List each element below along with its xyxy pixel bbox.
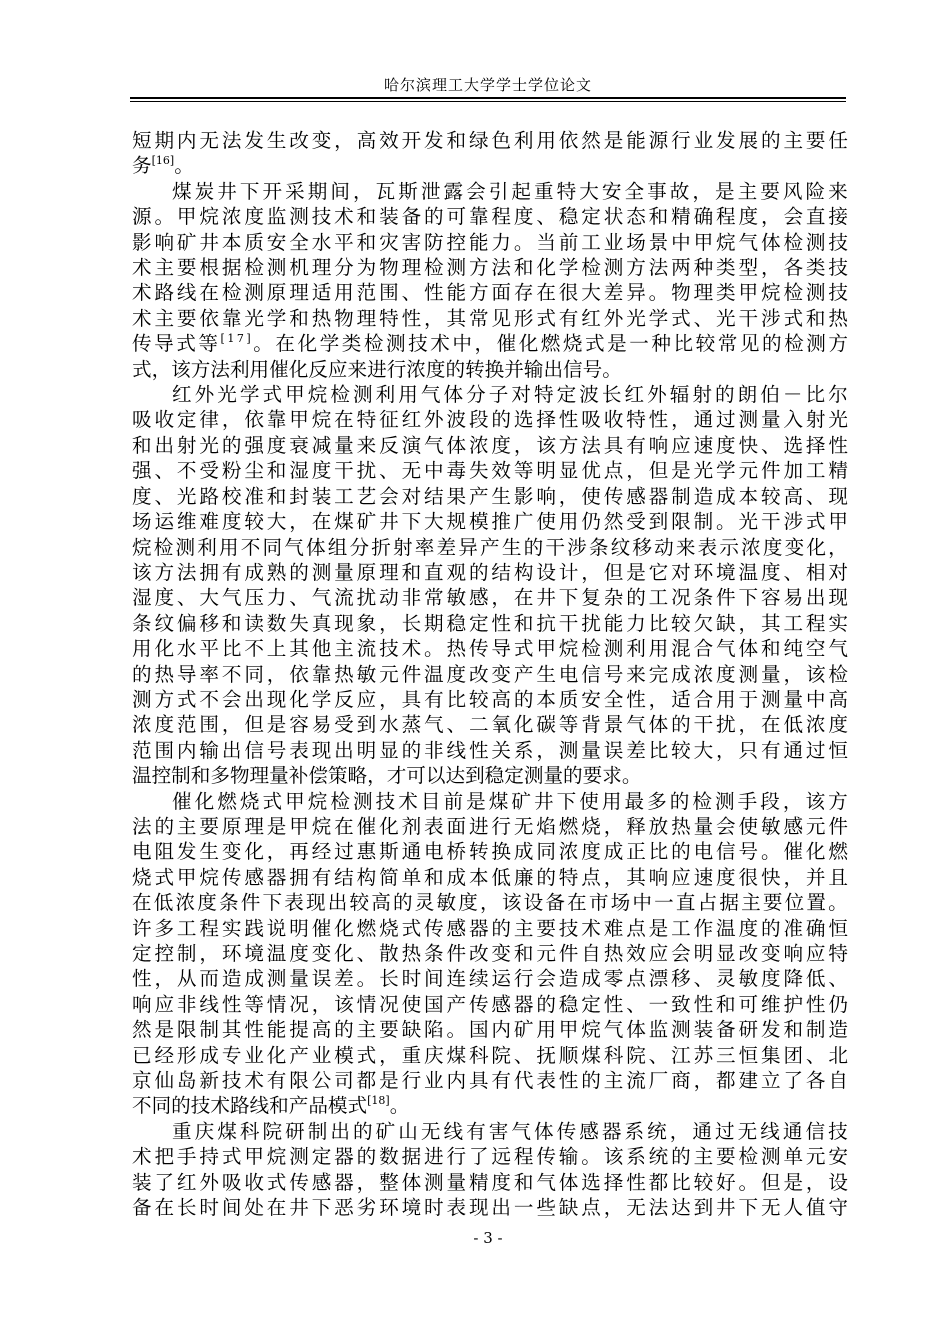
text-line (132, 509, 851, 534)
text-line (132, 687, 851, 712)
line-text: 短期内无法发生改变，高效开发和绿色利用依然是能源行业发展的主要任 (132, 129, 851, 152)
line-text: 烧式甲烷传感器拥有结构简单和成本低廉的特点，其响应速度很快，并且 (132, 865, 851, 889)
line-text: 吸收定律，依靠甲烷在特征红外波段的选择性吸收特性，通过测量入射光 (132, 408, 851, 432)
line-text: 用化水平比不上其他主流技术。热传导式甲烷检测利用混合气体和纯空气 (132, 637, 851, 661)
line-text: 温控制和多物理量补偿策略，才可以达到稳定测量的要求。 (132, 764, 642, 788)
line-text: 催化燃烧式甲烷检测技术目前是煤矿井下使用最多的检测手段，该方 (172, 789, 851, 813)
line-text: 已经形成专业化产业模式，重庆煤科院、抚顺煤科院、江苏三恒集团、北 (132, 1043, 851, 1067)
text-line (132, 865, 851, 890)
text-line (132, 814, 851, 839)
line-text: 煤炭井下开采期间，瓦斯泄露会引起重特大安全事故，是主要风险来 (172, 179, 851, 203)
text-line (132, 662, 851, 687)
line-text: 和出射光的强度衰减量来反演气体浓度，该方法具有响应速度快、选择性 (132, 433, 851, 457)
text-line (132, 535, 848, 560)
line-text: 术把手持式甲烷测定器的数据进行了远程传输。该系统的主要检测单元安 (132, 1145, 851, 1169)
text-line (132, 1043, 851, 1068)
line-text: 响应非线性等情况，该情况使国产传感器的稳定性、一致性和可维护性仍 (132, 992, 851, 1016)
text-line (132, 153, 848, 178)
text-line (132, 280, 851, 305)
text-line (132, 560, 851, 585)
text-line (132, 1068, 851, 1093)
text-line (132, 712, 851, 737)
text-line (132, 966, 851, 991)
text-line (132, 916, 851, 941)
line-text-after: 。 (389, 1094, 410, 1118)
line-text: 式，该方法利用催化反应来进行浓度的转换并输出信号。 (132, 357, 622, 381)
line-text: 法的主要原理是甲烷在催化剂表面进行无焰燃烧，释放热量会使敏感元件 (132, 814, 851, 838)
text-line (132, 204, 851, 229)
text-line (132, 839, 851, 864)
line-text: 不同的技术路线和产品模式 (132, 1094, 368, 1118)
text-line (132, 255, 851, 280)
text-line (132, 230, 851, 255)
line-text: 的热导率不同，依靠热敏元件温度改变产生电信号来完成浓度测量，该检 (132, 662, 851, 686)
line-text: 该方法拥有成熟的测量原理和直观的结构设计，但是它对环境温度、相对 (132, 560, 851, 584)
line-text: 影响矿井本质安全水平和灾害防控能力。当前工业场景中甲烷气体检测技 (132, 230, 851, 254)
line-text: 性，从而造成测量误差。长时间连续运行会造成零点漂移、灵敏度降低、 (132, 967, 851, 991)
line-text: 重庆煤科院研制出的矿山无线有害气体传感器系统，通过无线通信技 (172, 1119, 851, 1143)
text-line (132, 1144, 851, 1169)
citation-ref: [18] (367, 1094, 390, 1108)
text-line (132, 1119, 851, 1144)
line-text: 红外光学式甲烷检测利用气体分子对特定波长红外辐射的朗伯－比尔 (172, 383, 851, 407)
text-line (132, 992, 851, 1017)
text-line (132, 1093, 848, 1118)
line-text: 传导式等 (132, 332, 221, 356)
line-text: 源。甲烷浓度监测技术和装备的可靠程度、稳定状态和精确程度，会直接 (132, 205, 851, 229)
line-text: 场运维难度较大，在煤矿井下大规模推广使用仍然受到限制。光干涉式甲 (132, 510, 851, 534)
line-text-after: 。 (174, 154, 194, 178)
body-text (132, 128, 851, 1220)
line-text: 务 (132, 154, 152, 178)
text-line (132, 357, 848, 382)
line-text: 电阻发生变化，再经过惠斯通电桥转换成同浓度成正比的电信号。催化燃 (132, 840, 851, 864)
line-text: 装了红外吸收式传感器，整体测量精度和气体选择性都比较好。但是，设 (132, 1170, 851, 1194)
text-line (132, 306, 851, 331)
text-line (132, 382, 851, 407)
citation-ref: [16] (151, 154, 175, 168)
line-text: 浓度范围，但是容易受到水蒸气、二氧化碳等背景气体的干扰，在低浓度 (132, 713, 851, 737)
line-text: 条纹偏移和读数失真现象，长期稳定性和抗干扰能力比较欠缺，其工程实 (132, 611, 851, 635)
line-text: 在低浓度条件下表现出较高的灵敏度，该设备在市场中一直占据主要位置。 (132, 891, 850, 915)
line-text: 定控制，环境温度变化、散热条件改变和元件自热效应会明显改变响应特 (132, 942, 851, 965)
text-line (132, 789, 851, 814)
text-line (132, 433, 851, 458)
page-number: - 3 - (473, 1229, 503, 1247)
text-line (132, 611, 851, 636)
text-line (132, 458, 851, 483)
line-text-after: 。在化学类检测技术中，催化燃烧式是一种比较常见的检测方 (253, 332, 851, 356)
text-line (132, 484, 851, 509)
citation-ref: [17] (220, 332, 254, 346)
line-text: 烷检测利用不同气体组分折射率差异产生的干涉条纹移动来表示浓度变化， (132, 535, 850, 559)
header-rule-thin (130, 101, 846, 102)
text-line (132, 407, 851, 432)
line-text: 备在长时间处在井下恶劣环境时表现出一些缺点，无法达到井下无人值守 (132, 1196, 851, 1220)
line-text: 测方式不会出现化学反应，具有比较高的本质安全性，适合用于测量中高 (132, 687, 851, 711)
line-text: 术路线在检测原理适用范围、性能方面存在很大差异。物理类甲烷检测技 (132, 281, 851, 305)
text-line (132, 128, 851, 153)
header-rule-thick (130, 97, 846, 99)
line-text: 许多工程实践说明催化燃烧式传感器的主要技术难点是工作温度的准确恒 (132, 916, 851, 940)
line-text: 然是限制其性能提高的主要缺陷。国内矿用甲烷气体监测装备研发和制造 (132, 1018, 851, 1042)
text-line (132, 1170, 851, 1195)
line-text: 术主要根据检测机理分为物理检测方法和化学检测方法两种类型，各类技 (132, 256, 851, 280)
text-line (132, 1017, 851, 1042)
line-text: 湿度、大气压力、气流扰动非常敏感，在井下复杂的工况条件下容易出现 (132, 586, 851, 610)
line-text: 术主要依靠光学和热物理特性，其常见形式有红外光学式、光干涉式和热 (132, 306, 851, 330)
text-line (132, 890, 848, 915)
text-line (132, 738, 851, 763)
text-line (132, 331, 851, 356)
text-line (132, 585, 851, 610)
text-line (132, 179, 851, 204)
text-line (132, 763, 848, 788)
running-header: 哈尔滨理工大学学士学位论文 (383, 76, 592, 94)
text-line (132, 941, 851, 966)
line-text: 强、不受粉尘和湿度干扰、无中毒失效等明显优点，但是光学元件加工精 (132, 459, 851, 483)
text-line (132, 1195, 851, 1220)
line-text: 范围内输出信号表现出明显的非线性关系，测量误差比较大，只有通过恒 (132, 738, 851, 762)
line-text: 度、光路校准和封装工艺会对结果产生影响，使传感器制造成本较高、现 (132, 484, 851, 508)
text-line (132, 636, 851, 661)
line-text: 京仙岛新技术有限公司都是行业内具有代表性的主流厂商，都建立了各自 (132, 1069, 851, 1093)
